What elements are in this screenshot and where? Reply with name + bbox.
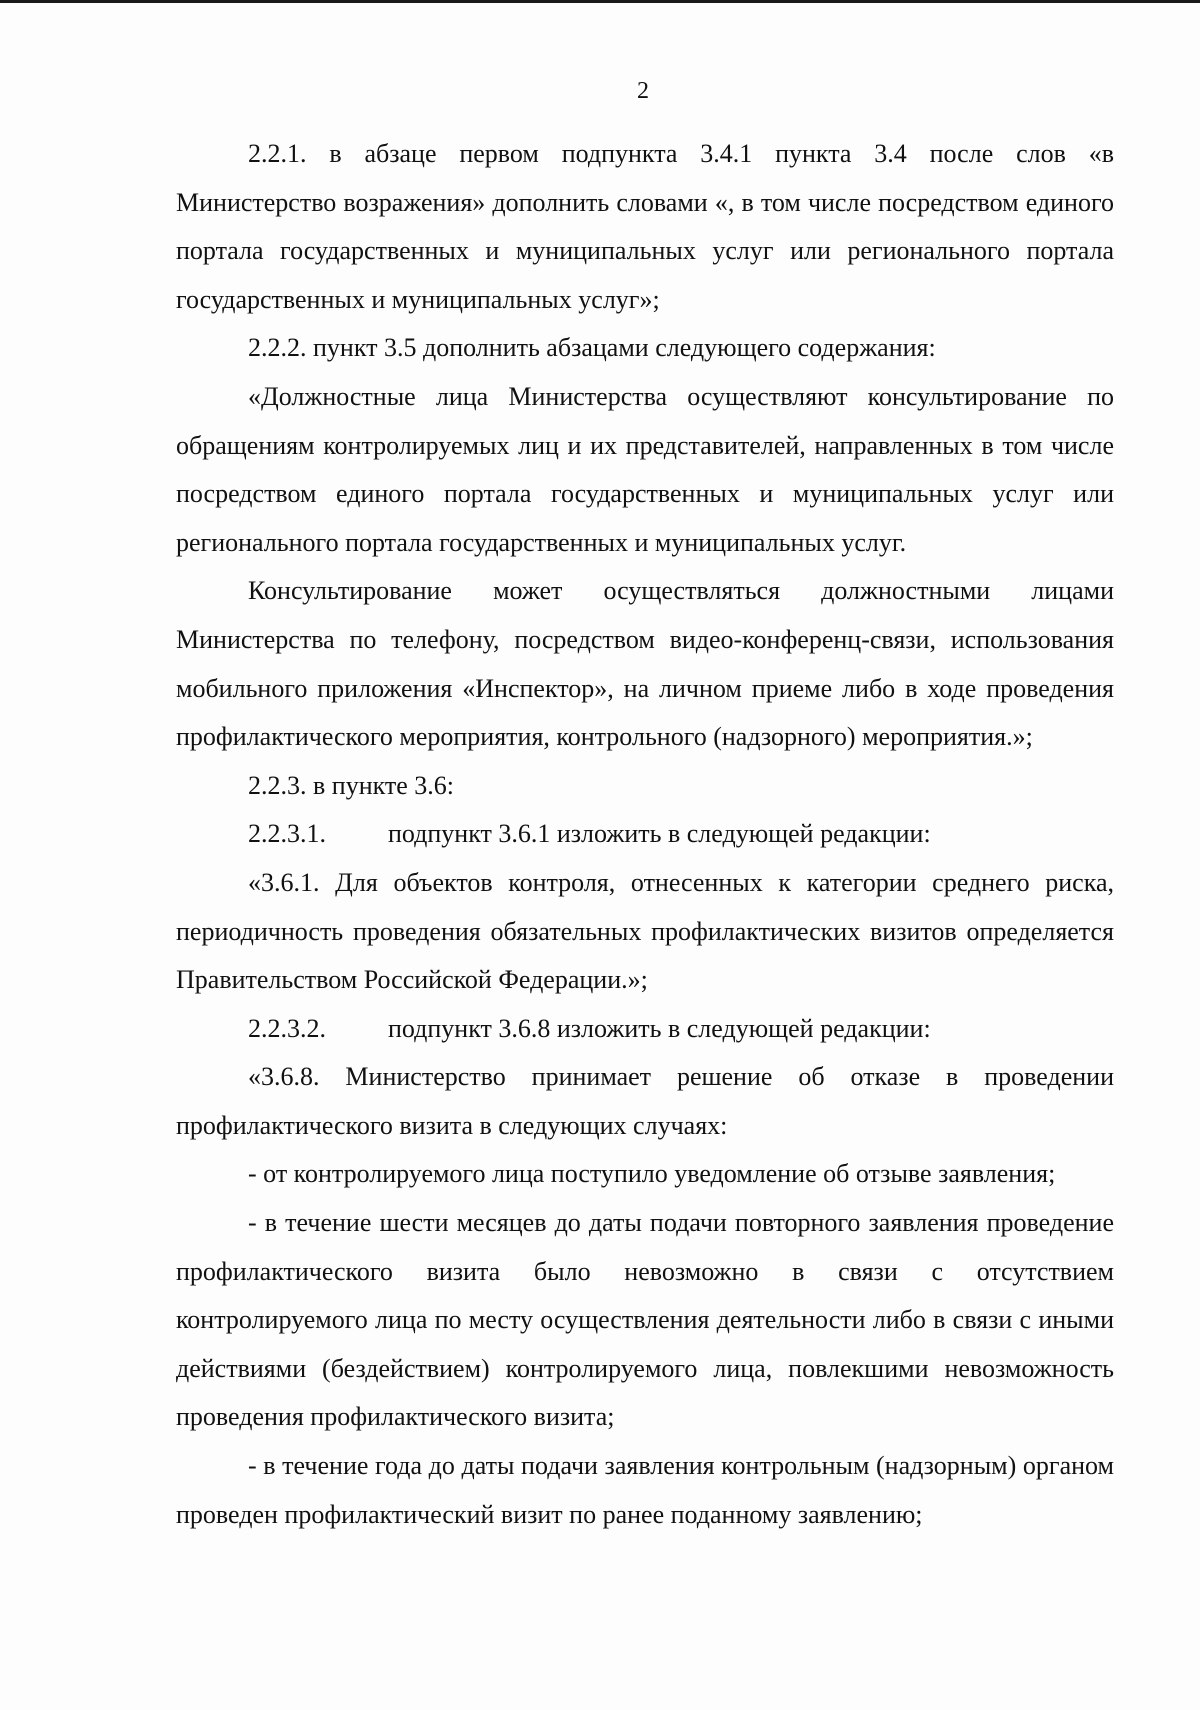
paragraph-2-2-2: 2.2.2. пункт 3.5 дополнить абзацами следующего содержания: (248, 333, 936, 363)
paragraph-consultation-methods: Консультирование может осуществляться должностными лицами Министерства по телефону, посредством видео-конференц-связи, использования мобильного приложения «Инспектор», на личном приеме либо в ходе проведения профилактического мероприятия, контрольного (надзорного) мероприятия.»; (176, 576, 1114, 752)
document-body (176, 130, 1114, 1539)
list-item-six-months: - в течение шести месяцев до даты подачи повторного заявления проведение профилактического визита было невозможно в связи с отсутствием контролируемого лица по месту осуществления деятельности либо в связи с иными действиями (бездействием) контролируемого лица, повлекшими невозможность проведения профилактического визита; (176, 1208, 1114, 1432)
paragraph-3-6-8: «3.6.8. Министерство принимает решение об отказе в проведении профилактического визита в следующих случаях: (176, 1062, 1114, 1140)
page-number: 2 (637, 78, 649, 104)
paragraph-consultation-officials: «Должностные лица Министерства осуществляют консультирование по обращениям контролируемых лиц и их представителей, направленных в том числе посредством единого портала государственных и муниципальных услуг или регионального портала государственных и муниципальных услуг. (176, 381, 1114, 557)
paragraph-2-2-3: 2.2.3. в пункте 3.6: (248, 770, 455, 800)
paragraph-2-2-1: 2.2.1. в абзаце первом подпункта 3.4.1 пункта 3.4 после слов «в Министерство возражения» дополнить словами «, в том числе посредством единого портала государственных и муниципальных услуг или регионального портала государственных и муниципальных услуг»; (176, 139, 1114, 314)
page-top-edge (0, 0, 1200, 3)
item-2-2-3-2 (176, 1005, 1114, 1054)
item-text: подпункт 3.6.1 изложить в следующей редакции: (388, 819, 931, 849)
item-2-2-3-1 (176, 810, 1114, 859)
item-number: 2.2.3.2. (248, 1013, 326, 1043)
list-item-one-year: - в течение года до даты подачи заявления контрольным (надзорным) органом проведен профилактический визит по ранее поданному заявлению; (176, 1451, 1114, 1529)
item-number: 2.2.3.1. (248, 819, 326, 849)
item-text: подпункт 3.6.8 изложить в следующей редакции: (388, 1013, 931, 1043)
paragraph-3-6-1: «3.6.1. Для объектов контроля, отнесенных к категории среднего риска, периодичность проведения обязательных профилактических визитов определяется Правительством Российской Федерации.»; (176, 867, 1114, 995)
list-item-withdrawal: - от контролируемого лица поступило уведомление об отзыве заявления; (248, 1159, 1056, 1189)
